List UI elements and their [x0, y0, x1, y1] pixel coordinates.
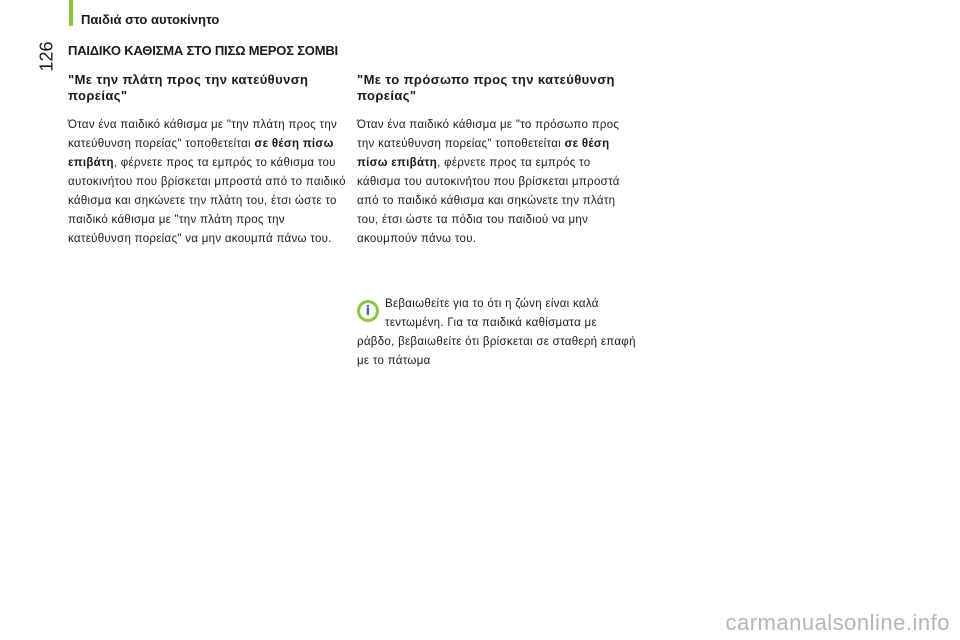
- info-note-text: Βεβαιωθείτε για το ότι η ζώνη είναι καλά τεντωμένη. Για τα παιδικά καθίσματα με ράβδο, βεβαιωθείτε ότι βρίσκεται σε σταθερή επαφή με το πάτωμα: [357, 298, 636, 367]
- rear-facing-text-end: , φέρνετε προς τα εμπρός το κάθισμα του αυτοκινήτου που βρίσκεται μπροστά από το παιδικό κάθισμα και σηκώνετε την πλάτη του, έτσι ώστε το παιδικό κάθισμα με "την πλάτη προς την κατεύθυνση πορείας" να μην ακουμπά πάνω του.: [68, 157, 346, 245]
- info-icon-glyph: i: [360, 303, 376, 319]
- forward-facing-text-end: , φέρνετε προς τα εμπρός το κάθισμα του αυτοκινήτου που βρίσκεται μπροστά από το παιδικό κάθισμα και σηκώνετε την πλάτη του, έτσι ώστε τα πόδια του παιδιού να μην ακουμπούν πάνω του.: [357, 157, 620, 245]
- forward-facing-bold: σε θέση πίσω επιβάτη: [357, 138, 610, 169]
- rear-facing-paragraph: [68, 116, 348, 249]
- forward-facing-text-start: Όταν ένα παιδικό κάθισμα με "το πρόσωπο προς την κατεύθυνση πορείας" τοποθετείται: [357, 119, 620, 150]
- rear-facing-heading: "Με την πλάτη προς την κατεύθυνση πορείας": [68, 72, 309, 103]
- info-icon: [357, 300, 379, 322]
- forward-facing-heading: "Με το πρόσωπο προς την κατεύθυνση πορείας": [357, 72, 615, 103]
- forward-facing-column: [357, 72, 637, 249]
- forward-facing-paragraph: [357, 116, 637, 249]
- info-note: [357, 295, 637, 371]
- section-title: ΠΑΙΔΙΚΟ ΚΑΘΙΣΜΑ ΣΤΟ ΠΙΣΩ ΜΕΡΟΣ ΣΟΜΒΙ: [68, 43, 338, 58]
- chapter-title: Παιδιά στο αυτοκίνητο: [81, 12, 220, 27]
- rear-facing-bold: σε θέση πίσω επιβάτη: [68, 138, 334, 169]
- rear-facing-text-start: Όταν ένα παιδικό κάθισμα με "την πλάτη προς την κατεύθυνση πορείας" τοποθετείται: [68, 119, 338, 150]
- watermark: carmanualsonline.info: [725, 610, 950, 635]
- page-number: 126: [36, 41, 57, 72]
- chapter-accent-bar: [69, 0, 73, 26]
- rear-facing-column: [68, 72, 348, 249]
